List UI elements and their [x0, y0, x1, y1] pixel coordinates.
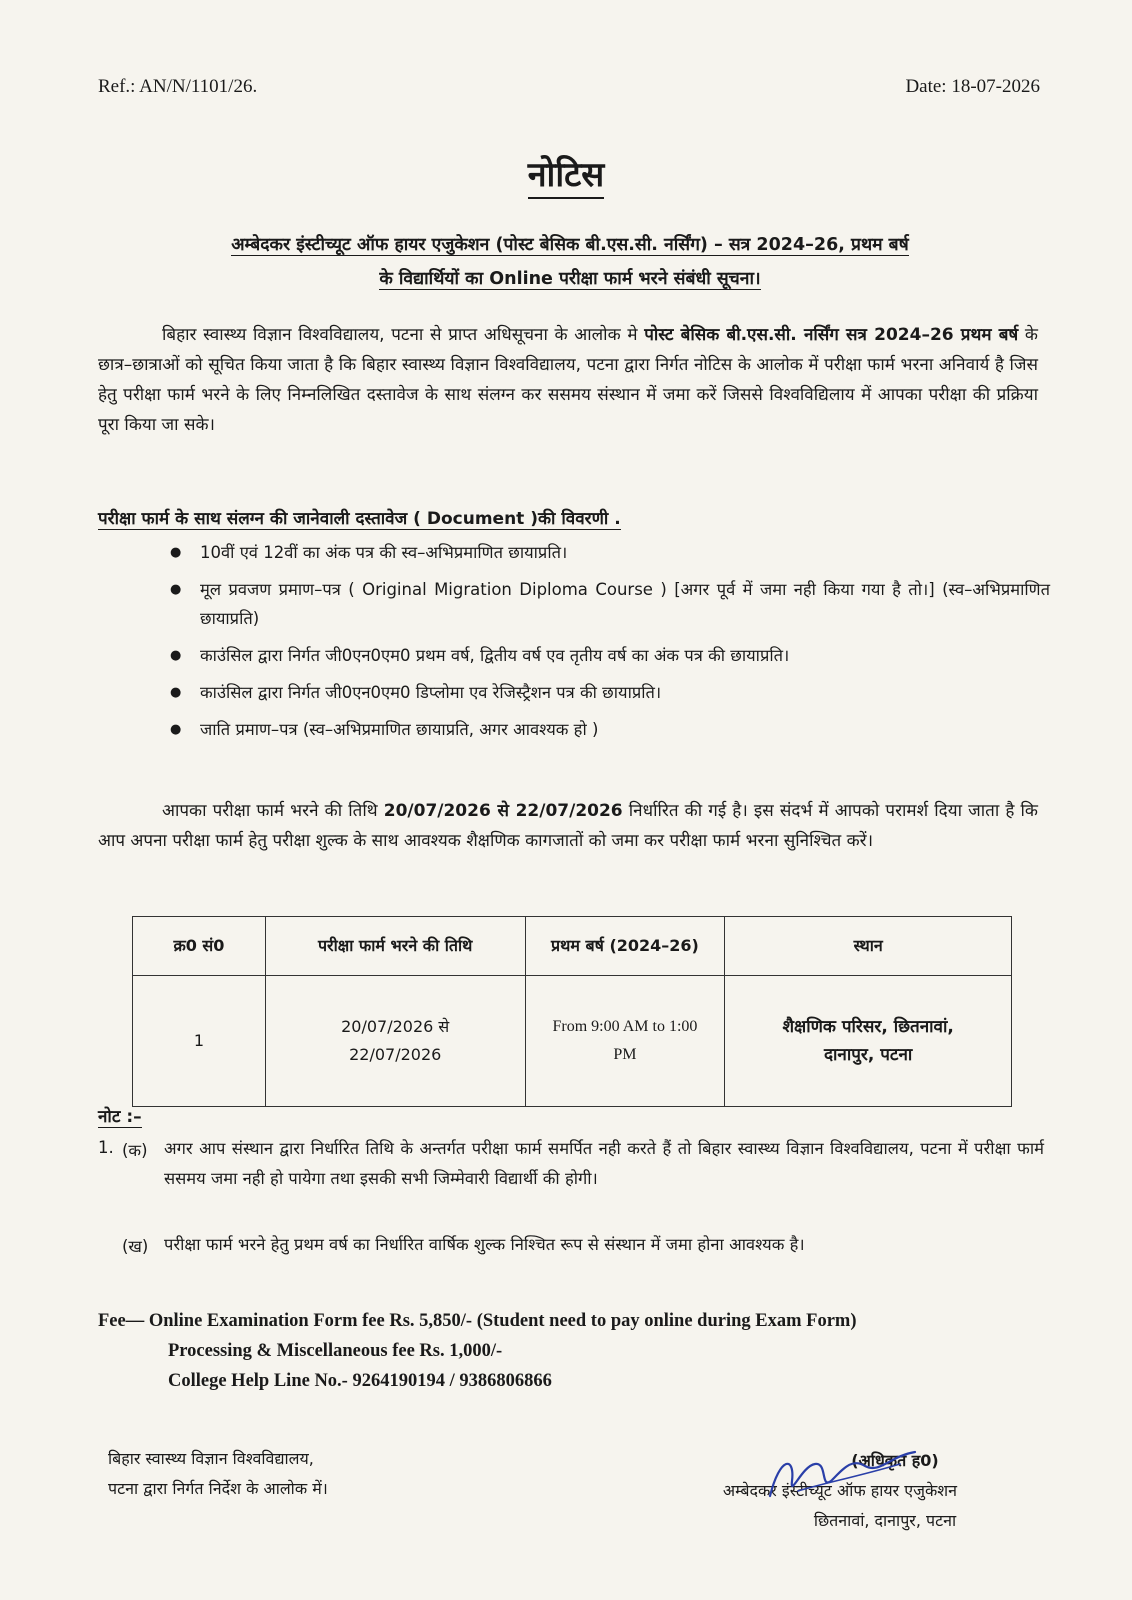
- cell-date-line-2: 22/07/2026: [349, 1045, 442, 1064]
- table-row: [133, 976, 1012, 1107]
- footer-left-line-1: बिहार स्वास्थ्य विज्ञान विश्वविद्यालय,: [108, 1449, 314, 1468]
- cell-place-line-2: दानापुर, पटना: [824, 1045, 913, 1065]
- documents-list: [200, 538, 1050, 752]
- notice-date: Date: 18-07-2026: [905, 76, 1040, 97]
- dates-range-bold: 20/07/2026 से 22/07/2026: [383, 801, 623, 821]
- list-item: ● काउंसिल द्वारा निर्गत जी0एन0एम0 प्रथम वर्ष, द्वितीय वर्ष एव तृतीय वर्ष का अंक पत्र की छायाप्रति।: [200, 641, 1050, 670]
- notice-title-text: नोटिस: [528, 155, 605, 199]
- cell-time: From 9:00 AM to 1:00 PM: [525, 976, 725, 1107]
- intro-text-2: के छात्र–छात्राओं को सूचित किया जाता है कि बिहार स्वास्थ्य विज्ञान विश्वविद्यालय, पटना द्वारा निर्गत नोटिस के आलोक में परीक्षा फार्म भरना अनिवार्य है जिस हेतु परीक्षा फार्म भरने के लिए निम्नलिखित दस्तावेज के साथ संलग्न कर ससमय संस्थान में जमा करें जिससे विश्वविद्यिलाय में आपका परीक्षा की प्रक्रिया पूरा किया जा सके।: [98, 325, 1038, 435]
- header-serial: क्र0 सं0: [133, 917, 266, 976]
- authorized-signatory-label: (अधिकृत ह0): [851, 1451, 939, 1470]
- schedule-table: [132, 916, 1012, 1107]
- list-item: ● मूल प्रवजण प्रमाण–पत्र ( Original Migration Diploma Course ) [अगर पूर्व में जमा नही किया गया है तो।] (स्व–अभिप्रमाणित छायाप्रति): [200, 575, 1050, 633]
- institute-name: अम्बेदकर इंस्टीच्यूट ऑफ हायर एजुकेशन: [722, 1481, 958, 1500]
- institute-address: छितनावां, दानापुर, पटना: [813, 1511, 957, 1530]
- notice-title: [0, 150, 1132, 196]
- cell-place: [725, 976, 1012, 1107]
- fee-details: [98, 1306, 856, 1396]
- notice-subject: [110, 228, 1030, 296]
- list-item: ● 10वीं एवं 12वीं का अंक पत्र की स्व–अभिप्रमाणित छायाप्रति।: [200, 538, 1050, 567]
- signature-icon: [740, 1436, 940, 1516]
- list-item: ● जाति प्रमाण–पत्र (स्व–अभिप्रमाणित छायाप्रति, अगर आवश्यक हो ): [200, 715, 1050, 744]
- cell-place-line-1: शैक्षणिक परिसर, छितनावां,: [782, 1017, 954, 1037]
- table-header-row: [133, 917, 1012, 976]
- intro-paragraph: [98, 320, 1038, 440]
- documents-heading-text: परीक्षा फार्म के साथ संलग्न की जानेवाली दस्तावेज ( Document )की विवरणी .: [98, 509, 621, 529]
- note-number: 1.: [98, 1138, 114, 1157]
- footer-left: [108, 1444, 328, 1504]
- cell-form-date: [265, 976, 525, 1107]
- reference-number: Ref.: AN/N/1101/26.: [98, 76, 258, 97]
- footer-left-line-2: पटना द्वारा निर्गत निर्देश के आलोक में।: [108, 1479, 328, 1498]
- list-item: ● काउंसिल द्वारा निर्गत जी0एन0एम0 डिप्लोमा एव रेजिस्ट्रैशन पत्र की छायाप्रति।: [200, 678, 1050, 707]
- dates-paragraph: [98, 796, 1038, 856]
- dates-text-1: आपका परीक्षा फार्म भरने की तिथि: [162, 801, 384, 821]
- intro-course-bold: पोस्ट बेसिक बी.एस.सी. नर्सिंग सत्र 2024–26 प्रथम बर्ष: [644, 325, 1019, 345]
- subject-line-2: के विद्यार्थियों का Online परीक्षा फार्म भरने संबंधी सूचना।: [379, 269, 761, 289]
- fee-line-1: Fee— Online Examination Form fee Rs. 5,850/- (Student need to pay online during Exam Form): [98, 1311, 857, 1331]
- documents-heading: [98, 506, 621, 529]
- note-label: [98, 1104, 142, 1127]
- subject-line-1: अम्बेदकर इंस्टीच्यूट ऑफ हायर एजुकेशन (पोस्ट बेसिक बी.एस.सी. नर्सिंग) – सत्र 2024–26, प्रथम बर्ष: [231, 235, 909, 255]
- helpline-line: College Help Line No.- 9264190194 / 9386806866: [168, 1371, 552, 1391]
- header-first-year: प्रथम बर्ष (2024–26): [525, 917, 725, 976]
- cell-serial: 1: [133, 976, 266, 1107]
- note-b-text: परीक्षा फार्म भरने हेतु प्रथम वर्ष का निर्धारित वार्षिक शुल्क निश्चित रूप से संस्थान में जमा होना आवश्यक है।: [164, 1235, 805, 1254]
- cell-date-line-1: 20/07/2026 से: [341, 1017, 450, 1036]
- intro-text-1: बिहार स्वास्थ्य विज्ञान विश्वविद्यालय, पटना से प्राप्त अधिसूचना के आलोक मे: [162, 325, 645, 345]
- note-a-text: अगर आप संस्थान द्वारा निर्धारित तिथि के अन्तर्गत परीक्षा फार्म समर्पित नही करते हैं तो बिहार स्वास्थ्य विज्ञान विश्वविद्यालय, पटना में परीक्षा फार्म ससमय जमा नही हो पायेगा तथा इसकी सभी जिम्मेवारी विद्यार्थी की होगी।: [164, 1139, 1044, 1188]
- note-label-text: नोट :–: [98, 1107, 142, 1127]
- dates-text-2: निर्धारित की गई है। इस संदर्भ में आपको परामर्श दिया जाता है कि आप अपना परीक्षा फार्म हेतु परीक्षा शुल्क के साथ आवश्यक शैक्षणिक कागजातों को जमा कर परीक्षा फार्म भरना सुनिश्चित करें।: [98, 801, 1038, 851]
- note-a-label: (क): [122, 1141, 148, 1160]
- header-place: स्थान: [725, 917, 1012, 976]
- header-form-date: परीक्षा फार्म भरने की तिथि: [265, 917, 525, 976]
- fee-line-2: Processing & Miscellaneous fee Rs. 1,000/-: [168, 1341, 503, 1361]
- note-b-label: (ख): [122, 1237, 149, 1256]
